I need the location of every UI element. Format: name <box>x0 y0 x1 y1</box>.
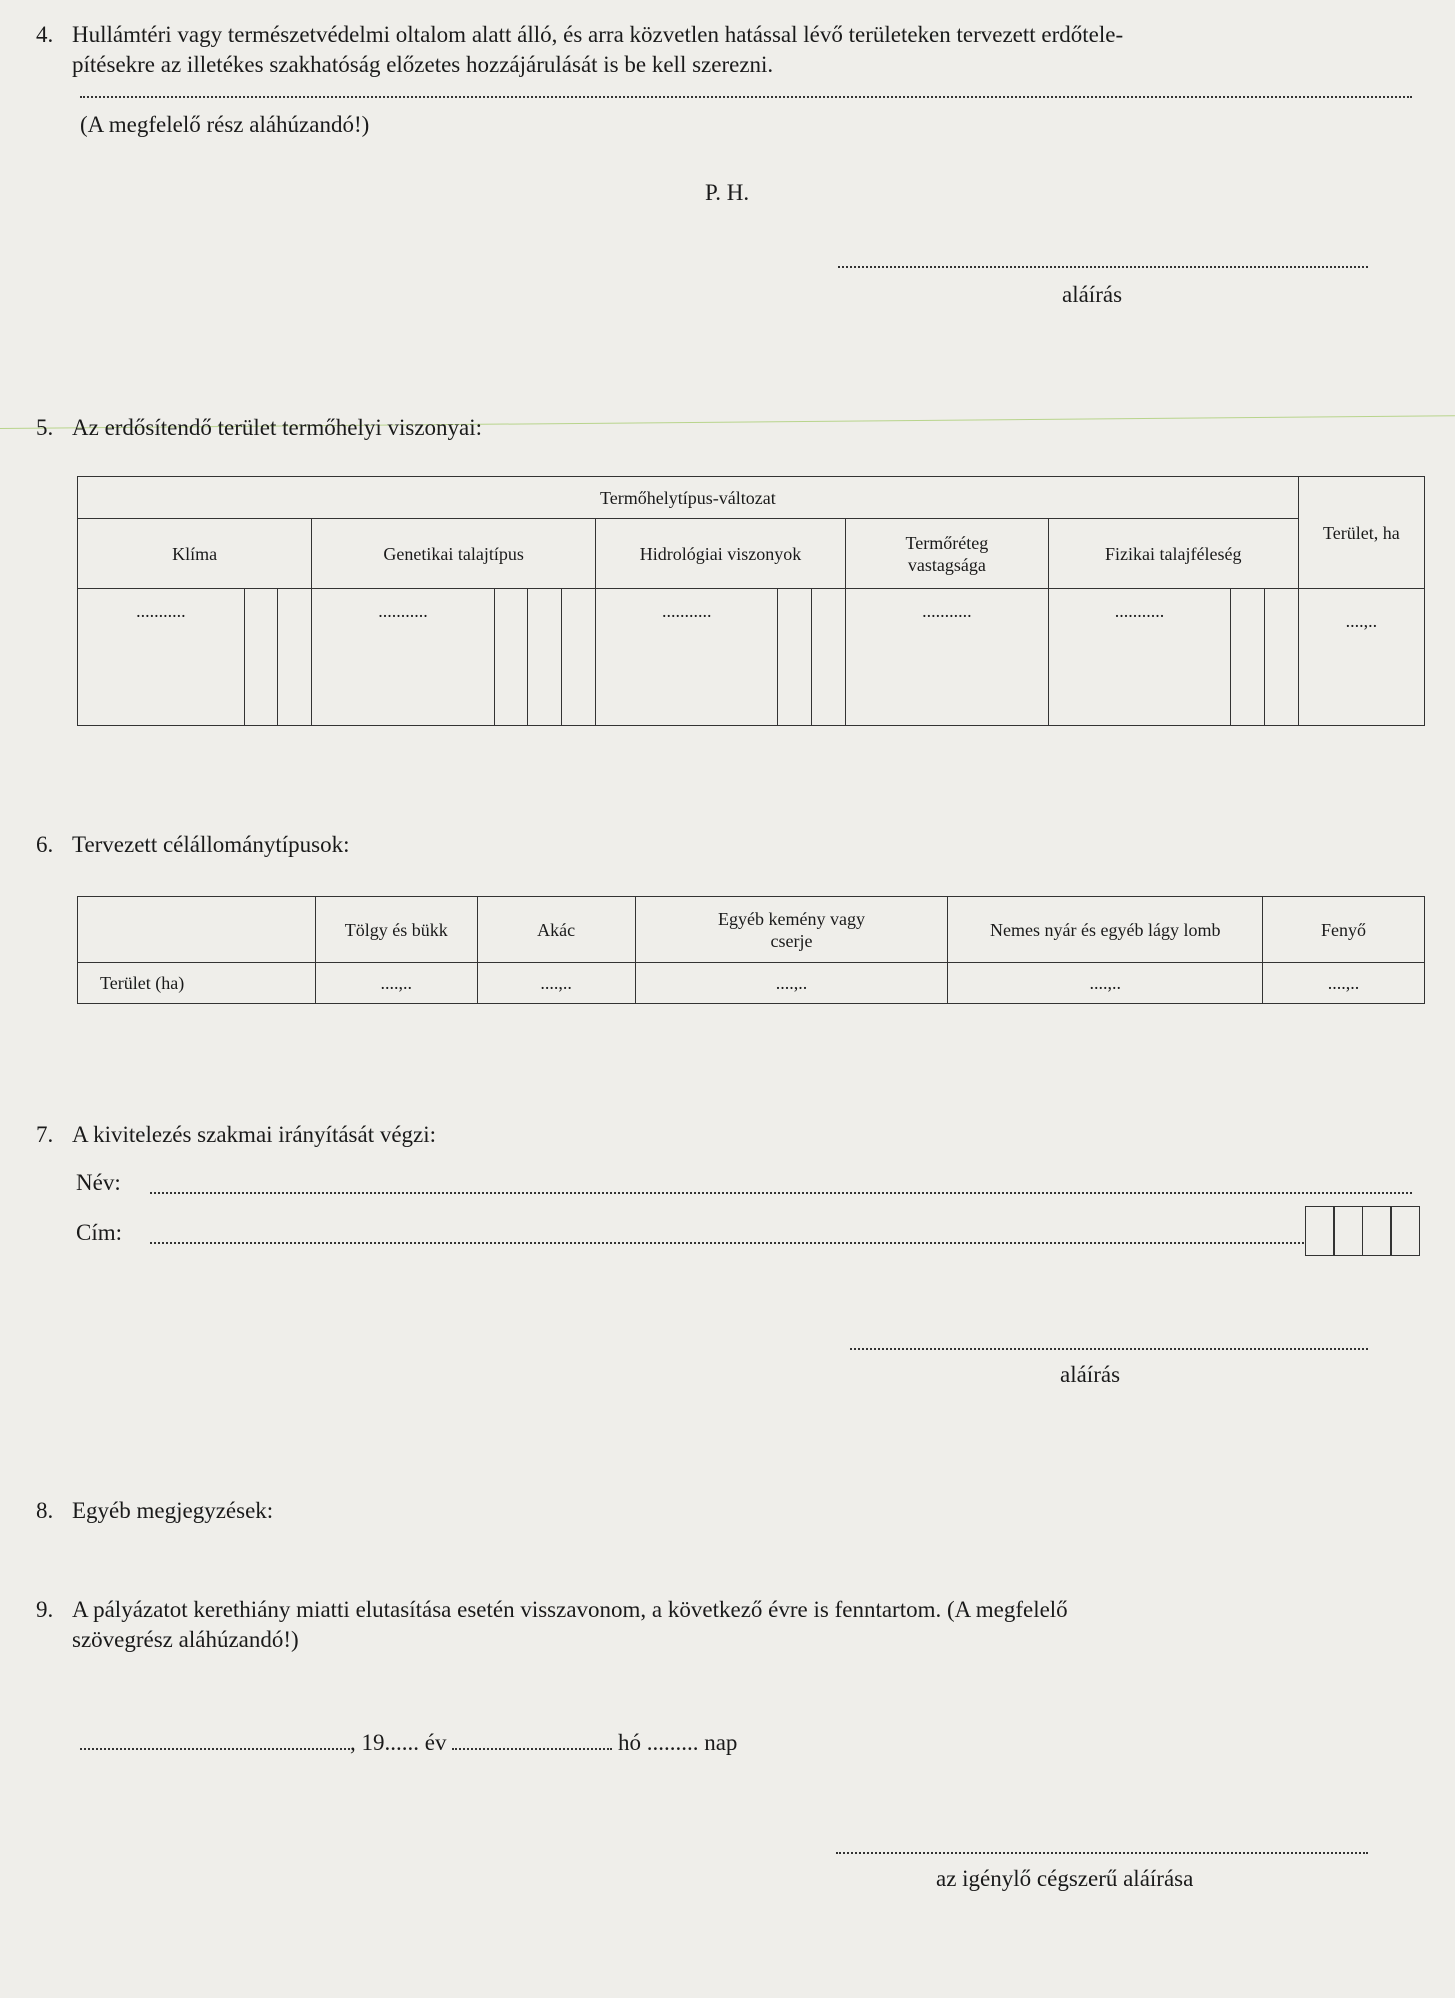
section-9-text-line2: szövegrész aláhúzandó!) <box>72 1627 299 1652</box>
area-header: Terület, ha <box>1298 477 1424 589</box>
col-hydrology: Hidrológiai viszonyok <box>596 519 846 589</box>
month-field[interactable] <box>452 1748 612 1750</box>
name-label: Név: <box>76 1170 121 1195</box>
section-number: 4. <box>36 22 54 47</box>
date-year: , 19...... év <box>350 1730 447 1755</box>
postal-code-boxes[interactable] <box>1306 1206 1420 1256</box>
section-9-text-line1: A pályázatot kerethiány miatti elutasítása esetén visszavonom, a következő évre is fenntartom. (A megfelelő <box>72 1597 1068 1622</box>
section-number: 8. <box>36 1498 54 1523</box>
section-5-title-text: Az erdősítendő terület termőhelyi viszonyai: <box>72 415 483 440</box>
place-field[interactable] <box>80 1748 350 1750</box>
cell[interactable] <box>244 589 278 726</box>
section-6-title-text: Tervezett célállománytípusok: <box>72 832 350 857</box>
site-conditions-table <box>77 476 1425 726</box>
postal-box[interactable] <box>1305 1206 1335 1256</box>
section-number: 9. <box>36 1597 54 1622</box>
signature-line-1[interactable] <box>838 266 1368 268</box>
date-line <box>80 1728 737 1758</box>
signature-label-2: aláírás <box>1060 1362 1121 1387</box>
cell[interactable] <box>494 589 528 726</box>
section-number: 7. <box>36 1122 54 1147</box>
cell-pine[interactable]: ....,.. <box>1263 963 1425 1004</box>
signature-line-2[interactable] <box>850 1348 1368 1350</box>
cell-oak-beech[interactable]: ....,.. <box>315 963 477 1004</box>
section-6-title <box>36 830 349 860</box>
stamp-placeholder: P. H. <box>705 180 750 205</box>
col-soil-depth: Termőréteg vastagsága <box>846 519 1049 589</box>
section-7-title-text: A kivitelezés szakmai irányítását végzi: <box>72 1122 437 1147</box>
col-soil-type: Genetikai talajtípus <box>312 519 596 589</box>
address-label: Cím: <box>76 1220 123 1245</box>
postal-box[interactable] <box>1362 1206 1392 1256</box>
section-7-title <box>36 1120 436 1150</box>
section-4-text-line1: Hullámtéri vagy természetvédelmi oltalom alatt álló, és arra közvetlen hatással lévő területeken tervezett erdőtele- <box>72 22 1124 47</box>
cell[interactable] <box>528 589 562 726</box>
col-climate: Klíma <box>78 519 312 589</box>
empty-header-cell <box>78 897 316 963</box>
section-8-title-text: Egyéb megjegyzések: <box>72 1498 274 1523</box>
col-pine: Fenyő <box>1263 897 1425 963</box>
site-type-header: Termőhelytípus-változat <box>78 477 1299 519</box>
section-4-note: (A megfelelő rész aláhúzandó!) <box>80 112 370 137</box>
section-number: 5. <box>36 415 54 440</box>
postal-box[interactable] <box>1333 1206 1363 1256</box>
date-day: ......... nap <box>646 1730 738 1755</box>
cell[interactable] <box>562 589 596 726</box>
cell-hydrology[interactable]: ........... <box>596 589 778 726</box>
section-8-title <box>36 1496 273 1526</box>
section-4 <box>36 20 1416 80</box>
row-label-area: Terület (ha) <box>78 963 316 1004</box>
cell-acacia[interactable]: ....,.. <box>477 963 635 1004</box>
cell-climate[interactable]: ........... <box>78 589 245 726</box>
cell-soil-type[interactable]: ........... <box>312 589 494 726</box>
cell-area[interactable]: ....,.. <box>1298 589 1424 726</box>
cell-soil-texture[interactable]: ........... <box>1048 589 1230 726</box>
section-4-text-line2: pítésekre az illetékes szakhatóság előzetes hozzájárulását is be kell szerezni. <box>72 52 774 77</box>
section-9 <box>36 1595 1426 1655</box>
target-stand-table <box>77 896 1425 1004</box>
postal-box[interactable] <box>1390 1206 1420 1256</box>
col-other-hard: Egyéb kemény vagy cserje <box>635 897 948 963</box>
cell[interactable] <box>812 589 846 726</box>
signature-label-1: aláírás <box>1062 282 1123 307</box>
section-5-title <box>36 413 482 443</box>
cell-soil-depth[interactable]: ........... <box>846 589 1049 726</box>
cell[interactable] <box>778 589 812 726</box>
col-oak-beech: Tölgy és bükk <box>315 897 477 963</box>
cell-other-hard[interactable]: ....,.. <box>635 963 948 1004</box>
signature-label-3: az igénylő cégszerű aláírása <box>936 1866 1194 1891</box>
address-field[interactable] <box>150 1242 1304 1244</box>
section-4-fill-line[interactable] <box>80 96 1412 98</box>
col-poplar: Nemes nyár és egyéb lágy lomb <box>948 897 1263 963</box>
name-field[interactable] <box>150 1192 1412 1194</box>
signature-line-3[interactable] <box>836 1852 1368 1854</box>
cell[interactable] <box>1265 589 1299 726</box>
date-month: hó <box>617 1730 641 1755</box>
section-number: 6. <box>36 832 54 857</box>
cell[interactable] <box>1231 589 1265 726</box>
col-acacia: Akác <box>477 897 635 963</box>
col-soil-texture: Fizikai talajféleség <box>1048 519 1298 589</box>
cell-poplar[interactable]: ....,.. <box>948 963 1263 1004</box>
cell[interactable] <box>278 589 312 726</box>
